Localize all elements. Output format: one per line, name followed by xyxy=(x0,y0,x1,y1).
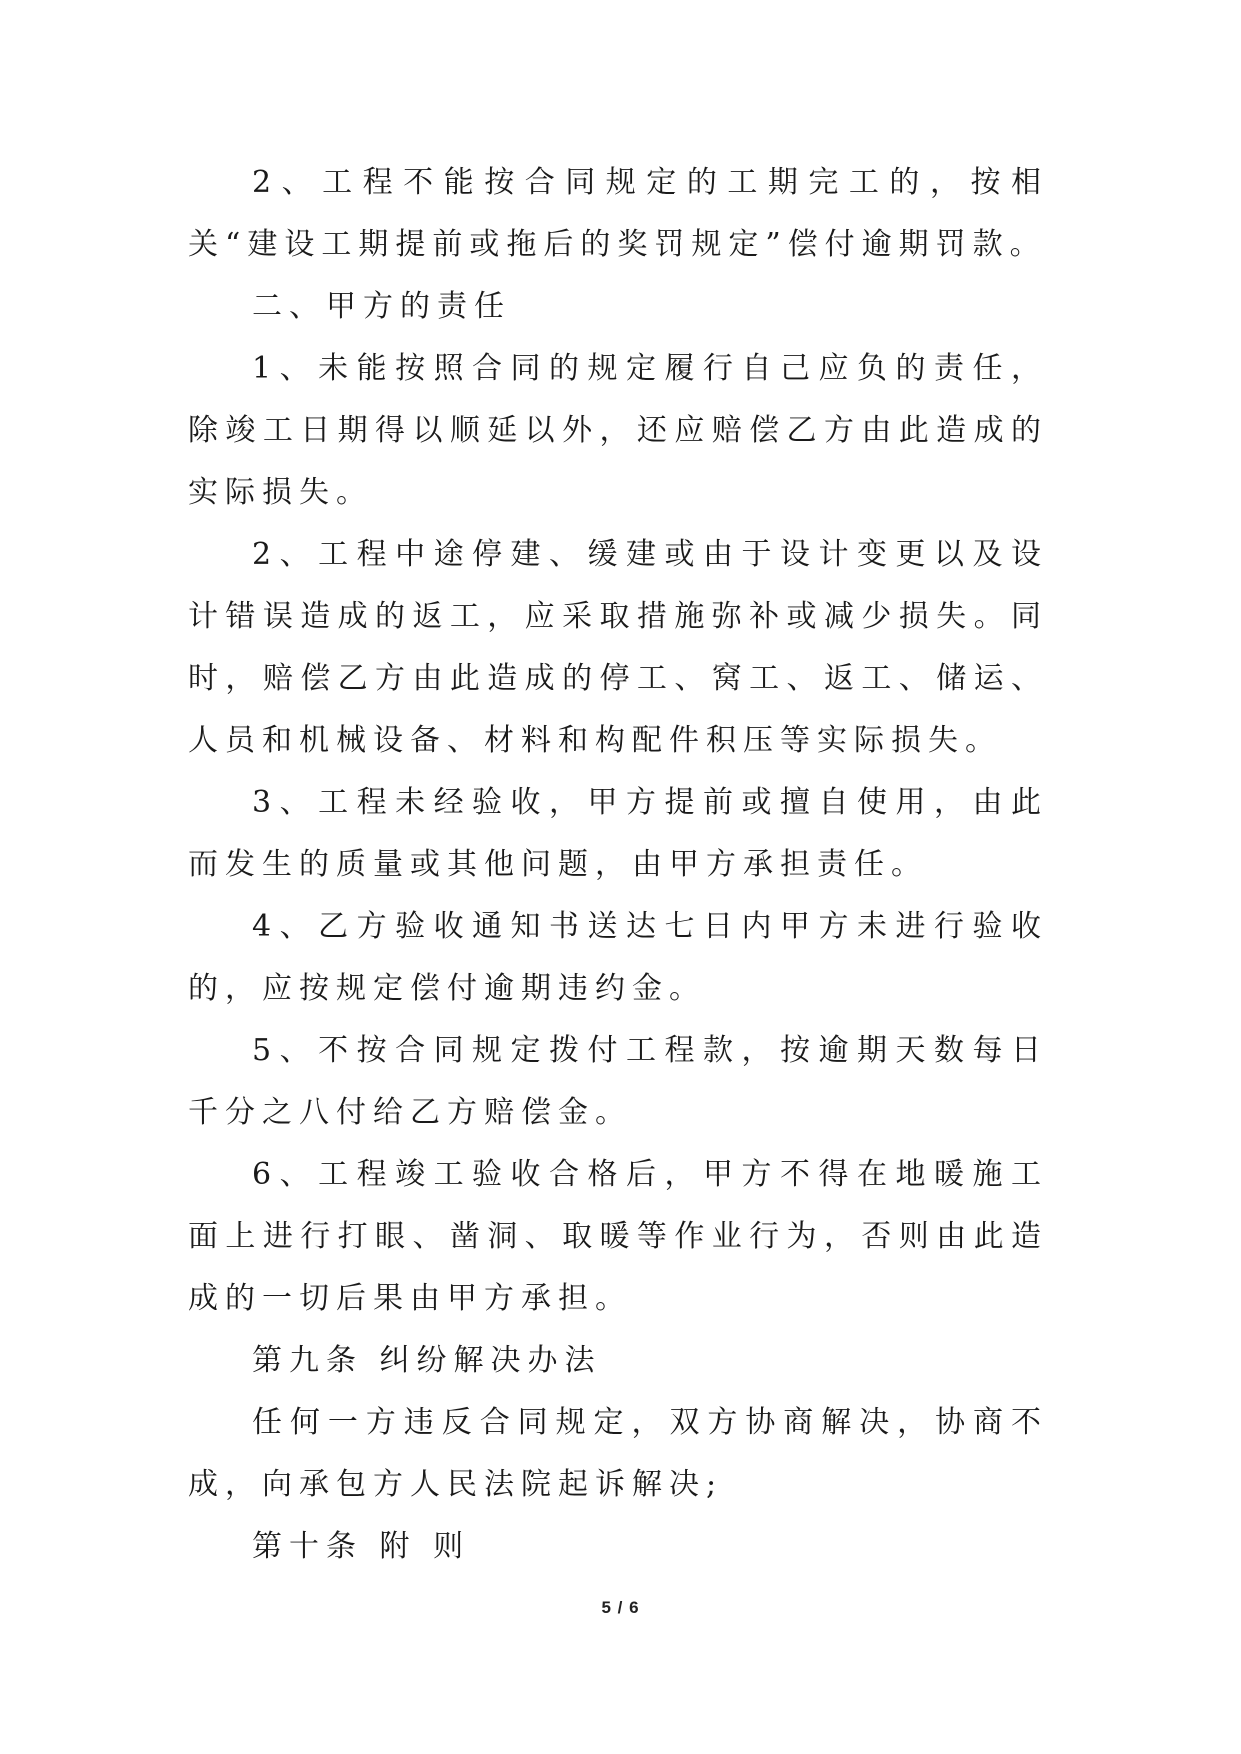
paragraph-dispute-resolution: 任何一方违反合同规定，双方协商解决，协商不成，向承包方人民法院起诉解决; xyxy=(188,1405,1048,1502)
document-body xyxy=(188,152,1048,1578)
paragraph-item-2: 2、工程中途停建、缓建或由于设计变更以及设计错误造成的返工，应采取措施弥补或减少损失。同时，赔偿乙方由此造成的停工、窝工、返工、储运、人员和机械设备、材料和构配件积压等实际损失。 xyxy=(188,537,1048,758)
paragraph-penalty-delay: 2、工程不能按合同规定的工期完工的，按相关“建设工期提前或拖后的奖罚规定”偿付逾期罚款。 xyxy=(188,165,1048,262)
paragraph-item-3: 3、工程未经验收，甲方提前或擅自使用，由此而发生的质量或其他问题，由甲方承担责任。 xyxy=(188,785,1048,882)
paragraph-item-5: 5、不按合同规定拨付工程款，按逾期天数每日千分之八付给乙方赔偿金。 xyxy=(188,1033,1048,1130)
paragraph-item-4: 4、乙方验收通知书送达七日内甲方未进行验收的，应按规定偿付逾期违约金。 xyxy=(188,909,1048,1006)
heading-article-9: 第九条 纠纷解决办法 xyxy=(252,1343,602,1378)
paragraph-item-6: 6、工程竣工验收合格后，甲方不得在地暖施工面上进行打眼、凿洞、取暖等作业行为，否则由此造成的一切后果由甲方承担。 xyxy=(188,1157,1048,1316)
heading-article-10: 第十条 附 则 xyxy=(252,1529,471,1564)
paragraph-item-1: 1、未能按照合同的规定履行自己应负的责任，除竣工日期得以顺延以外，还应赔偿乙方由此造成的实际损失。 xyxy=(188,351,1048,510)
page-number: 5 / 6 xyxy=(601,1598,640,1617)
heading-party-a-responsibility: 二、甲方的责任 xyxy=(252,289,511,324)
